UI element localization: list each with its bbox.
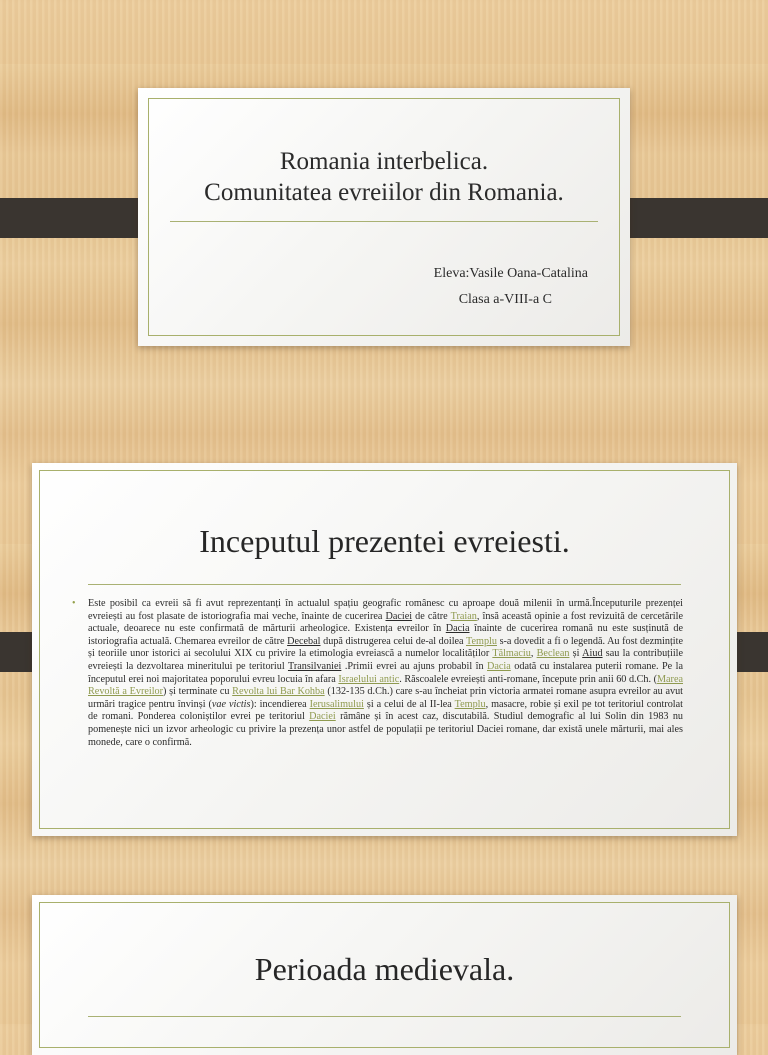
tape-bar-left-2 — [0, 632, 34, 672]
slide-heading: Perioada medievala. — [254, 951, 515, 987]
student-name: Eleva:Vasile Oana-Catalina — [433, 266, 588, 281]
slide-medieval — [32, 895, 737, 1055]
text-segment-italic: vae victis — [211, 698, 251, 710]
link-talmaciu[interactable]: Tălmaciu — [492, 648, 531, 660]
text-segment: , — [530, 648, 537, 660]
link-decebal[interactable]: Decebal — [287, 635, 321, 647]
heading-divider — [88, 1016, 681, 1017]
link-daciei[interactable]: Daciei — [385, 610, 413, 622]
text-segment: ): incendierea — [250, 698, 310, 710]
link-ierusalimului[interactable]: Ierusalimului — [309, 698, 364, 710]
text-segment: înainte de cucerirea romană nu este susținută de istoriografia actuală. Chemarea evreilor de către — [88, 623, 683, 647]
text-segment: (132-135 d.Ch.) care s-au încheiat prin victoria armatei romane asupra evreilor au avut urmări tragice pentru învinși ( — [88, 686, 683, 710]
link-templu[interactable]: Templu — [466, 635, 497, 647]
link-beclean[interactable]: Beclean — [536, 648, 570, 660]
link-templu[interactable]: Templu — [454, 698, 486, 710]
link-revolta-bar-kohba[interactable]: Revolta lui Bar Kohba — [232, 686, 325, 698]
title-line-1: Romania interbelica. — [279, 148, 489, 175]
link-daciei[interactable]: Daciei — [309, 711, 336, 723]
text-segment: sau la contribuțiile evreiești la dezvoltarea mineritului pe teritoriul — [88, 648, 684, 672]
text-segment: , masacre, robie și exil pe tot teritoriul controlat de romani. Ponderea coloniștilor evrei pe teritoriul — [88, 698, 683, 723]
link-dacia[interactable]: Dacia — [487, 660, 511, 672]
tape-bar-right-1 — [612, 198, 768, 238]
text-segment: și — [569, 648, 583, 660]
link-marea-revolta[interactable]: Marea Revoltă a Evreilor — [88, 673, 683, 698]
link-dacia[interactable]: Dacia — [445, 623, 470, 635]
slide-beginnings — [32, 463, 737, 836]
text-segment: , însă această opinie a fost revizuită de cercetările actuale, deoarece nu este confirmată de mărturii arheologice. Existența evreilor în — [88, 610, 683, 635]
bullet-marker: • — [72, 598, 76, 609]
class-label: Clasa a-VIII-a C — [458, 292, 552, 307]
text-segment: odată cu instalarea puterii romane. Pe la începutul erei noi majoritatea poporului evreu locuia în afara — [88, 660, 683, 685]
text-segment: Este posibil ca evreii să fi avut reprezentanți în actualul spațiu geografic românesc cu aproape două milenii în urmă.Începuturile prezenței evreiești au fost plasate de istoriografia mai veche, înainte de cucerirea — [88, 598, 683, 622]
text-segment: după distrugerea celui de-al doilea — [320, 635, 466, 647]
heading-divider — [88, 584, 681, 585]
text-segment: s-a dovedit a fi o legendă. Au fost dezmințite și teoriile unor istorici ai secolului XIX cu privire la etimologia evreiască a numelor localităților — [88, 635, 683, 660]
link-traian[interactable]: Traian — [450, 610, 477, 622]
link-transilvaniei[interactable]: Transilvaniei — [287, 660, 342, 672]
slide-heading: Inceputul prezentei evreiesti. — [199, 523, 570, 559]
text-segment: ) și terminate cu — [163, 686, 233, 698]
title-divider — [170, 221, 598, 222]
text-segment: și a celui de al II-lea — [363, 698, 455, 710]
link-aiud[interactable]: Aiud — [582, 648, 603, 660]
link-israelului-antic[interactable]: Israelului antic — [338, 673, 400, 685]
text-segment: de către — [412, 610, 451, 622]
text-segment: rămâne și în acest caz, discutabilă. Studiul demografic al lui Solin din 1983 nu pomenește nici un izvor arheologic cu privire la prezența unor astfel de populații pe teritoriul Daciei romane, dar există unele mărturii, mai ales monede, care o confirmă. — [88, 711, 684, 748]
slide-title-heading — [150, 146, 618, 208]
tape-bar-left-1 — [0, 198, 140, 238]
slide-body-text — [72, 598, 684, 749]
text-segment: .Primii evrei au ajuns probabil în — [341, 660, 488, 672]
text-segment: . Răscoalele evreiești anti-romane, începute prin anii 60 d.Ch. ( — [399, 673, 657, 685]
slide-title — [138, 88, 630, 346]
title-line-2: Comunitatea evreiilor din Romania. — [204, 179, 564, 206]
